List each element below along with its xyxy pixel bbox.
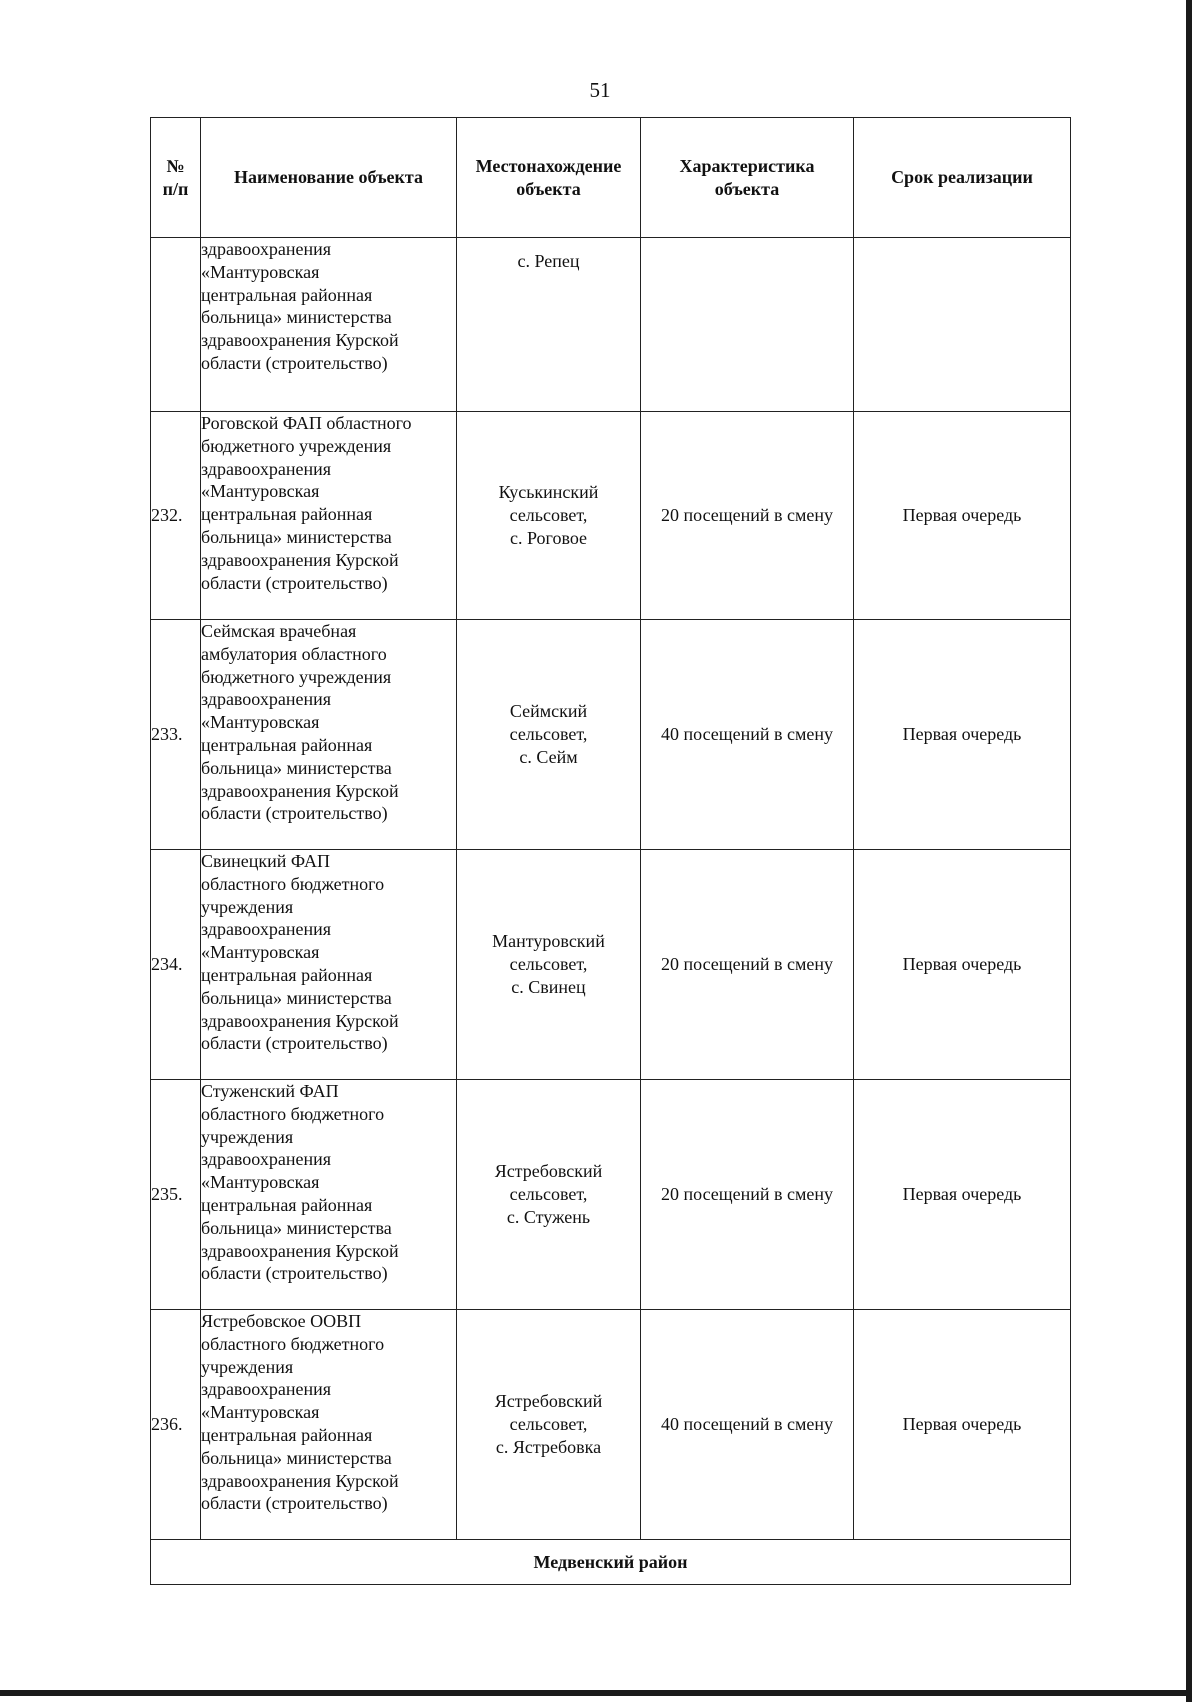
table-row <box>151 850 1071 1080</box>
cell-number <box>151 238 201 412</box>
table-row-continuation <box>151 238 1071 412</box>
cell-characteristic: 20 посещений в смену <box>641 850 854 1080</box>
cell-number: 235. <box>151 1080 201 1310</box>
table-row <box>151 1080 1071 1310</box>
cell-term: Первая очередь <box>854 412 1071 620</box>
cell-name: Роговской ФАП областного бюджетного учреждения здравоохранения «Мантуровская центральная районная больница» министерства здравоохранения Курской области (строительство) <box>201 412 457 620</box>
cell-name: Ястребовское ООВП областного бюджетного учреждения здравоохранения «Мантуровская центральная районная больница» министерства здравоохранения Курской области (строительство) <box>201 1310 457 1540</box>
cell-characteristic: 40 посещений в смену <box>641 1310 854 1540</box>
cell-characteristic: 20 посещений в смену <box>641 412 854 620</box>
cell-number: 233. <box>151 620 201 850</box>
district-heading: Медвенский район <box>151 1540 1071 1585</box>
cell-term: Первая очередь <box>854 1080 1071 1310</box>
page-number: 51 <box>589 78 611 102</box>
header-characteristic: Характеристика объекта <box>641 118 854 238</box>
cell-location: с. Репец <box>457 238 641 412</box>
cell-characteristic: 20 посещений в смену <box>641 1080 854 1310</box>
header-term: Срок реализации <box>854 118 1071 238</box>
cell-characteristic: 40 посещений в смену <box>641 620 854 850</box>
cell-number: 234. <box>151 850 201 1080</box>
cell-term: Первая очередь <box>854 850 1071 1080</box>
cell-term <box>854 238 1071 412</box>
page-edge-right <box>1186 0 1192 1702</box>
cell-term: Первая очередь <box>854 620 1071 850</box>
header-number: № п/п <box>151 118 201 238</box>
cell-name: здравоохранения «Мантуровская центральная районная больница» министерства здравоохранения Курской области (строительство) <box>201 238 457 412</box>
cell-term: Первая очередь <box>854 1310 1071 1540</box>
table-row <box>151 620 1071 850</box>
cell-location: Сеймский сельсовет, с. Сейм <box>457 620 641 850</box>
objects-table <box>150 117 1071 1585</box>
cell-location: Куськинский сельсовет, с. Роговое <box>457 412 641 620</box>
header-location: Местонахождение объекта <box>457 118 641 238</box>
cell-number: 236. <box>151 1310 201 1540</box>
cell-name: Свинецкий ФАП областного бюджетного учреждения здравоохранения «Мантуровская центральная районная больница» министерства здравоохранения Курской области (строительство) <box>201 850 457 1080</box>
cell-name: Сеймская врачебная амбулатория областного бюджетного учреждения здравоохранения «Мантуровская центральная районная больница» министерства здравоохранения Курской области (строительство) <box>201 620 457 850</box>
cell-location: Мантуровский сельсовет, с. Свинец <box>457 850 641 1080</box>
header-name: Наименование объекта <box>201 118 457 238</box>
cell-name: Стуженский ФАП областного бюджетного учреждения здравоохранения «Мантуровская центральная районная больница» министерства здравоохранения Курской области (строительство) <box>201 1080 457 1310</box>
table-row <box>151 412 1071 620</box>
page-edge-bottom <box>0 1690 1192 1696</box>
district-row <box>151 1540 1071 1585</box>
cell-location: Ястребовский сельсовет, с. Стужень <box>457 1080 641 1310</box>
cell-number: 232. <box>151 412 201 620</box>
cell-location: Ястребовский сельсовет, с. Ястребовка <box>457 1310 641 1540</box>
table-row <box>151 1310 1071 1540</box>
table-header-row <box>151 118 1071 238</box>
cell-characteristic <box>641 238 854 412</box>
